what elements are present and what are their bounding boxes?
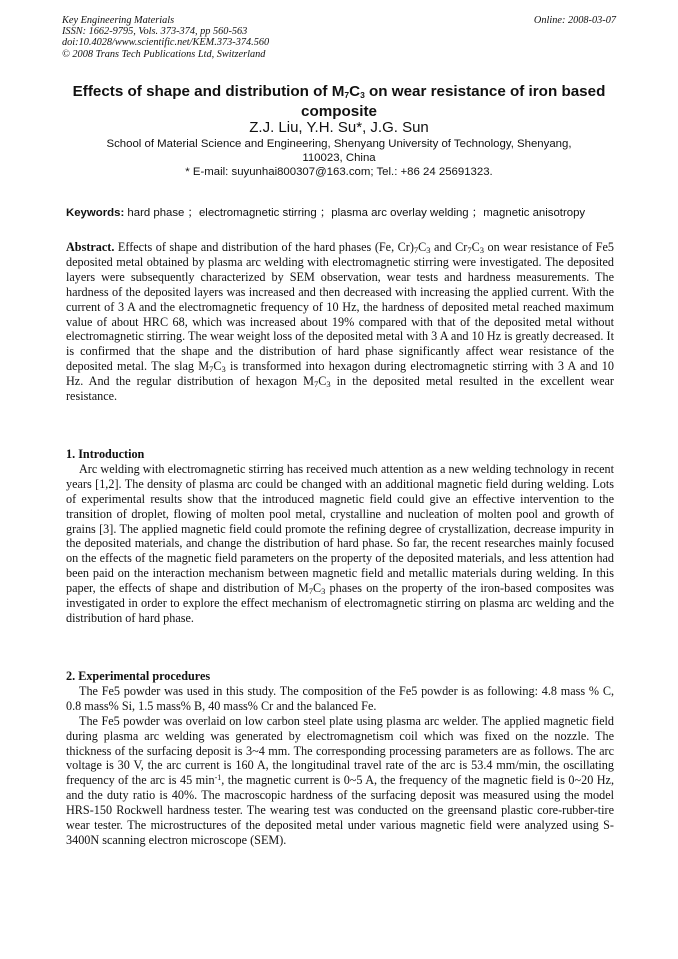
keywords-label: Keywords: (66, 207, 125, 219)
online-date: Online: 2008-03-07 (533, 15, 616, 26)
issn-line: ISSN: 1662-9795, Vols. 373-374, pp 560-563 (62, 26, 248, 38)
copyright-line: © 2008 Trans Tech Publications Ltd, Switzerland (62, 48, 266, 60)
experimental-paragraph-1: The Fe5 powder was used in this study. The composition of the Fe5 powder is as following: 4.8 mass % C, 0.8 mass% Si, 1.5 mass% B, 40 mass% Cr and the balanced Fe. (66, 683, 614, 713)
experimental-paragraph-2: The Fe5 powder was overlaid on low carbon steel plate using plasma arc welder. The applied magnetic field during plasma arc welding was generated by electromagnetism coil which was fixed on the nozzle. The thickness of the surfacing deposit is 3~4 mm. The corresponding processing parameters are as follows. The arc voltage is 30 V, the arc current is 160 A, the longitudinal travel rate of the arc is 53.4 mm/min, the oscillating frequency of the arc is 45 $\min^{-1}$, the magnetic current is 0~5 A, the frequency of the magnetic field is 0~20 Hz, and the duty ratio is 40%. The macroscopic hardness of the surfacing deposit was measured using the model HRS-150 Rockwell hardness tester. The wearing test was conducted on the greensand plastic core-rubber-tire wear tester. The microstructures of the deposited metal under various magnetic field were analyzed using S-3400N scanning electron microscope (SEM). (66, 713, 614, 847)
experimental-section (66, 669, 614, 848)
abstract-label: Abstract. (66, 240, 115, 254)
keywords-text: hard phase ；electromagnetic stirring ；plasma arc overlay welding ；magnetic anisotropy (124, 207, 586, 219)
journal-name: Key Engineering Materials (62, 15, 175, 26)
keywords (66, 206, 626, 220)
affiliation (66, 137, 612, 179)
affiliation-line-2: 110023, China (302, 152, 376, 164)
authors: Z.J. Liu, Y.H. Su*, J.G. Sun (249, 119, 429, 136)
abstract: Abstract. Effects of shape and distribution of the hard phases (Fe, $Cr)_7C_3$ and $Cr_7C_3$ on wear resistance of Fe5 deposited metal obtained by plasma arc welding with electromagnetic stirring were investigated. The deposited layers were subsequently characterized by SEM observation, wear tests and hardness measurements. The hardness of the deposited layers was increased and then decreased with increasing the applied current. With the current of 3 A and the electromagnetic frequency of 10 Hz, the hardness of deposited metal reached maximum value of about HRC 68, which was increased about 19% compared with that of the deposited metal without electromagnetic stirring. The wear weight loss of the deposited metal with 3 A and 10 Hz is greatly decreased. It is confirmed that the shape and the distribution of hard phase significantly affect wear resistance of the deposited metal. The slag $M_7C_3$ is transformed into hexagon during electromagnetic stirring with 3 A and 10 Hz. And the regular distribution of hexagon $M_7C_3$ in the deposited metal resulted in the excellent wear resistance. (66, 240, 614, 404)
affiliation-line-1: School of Material Science and Engineering, Shenyang University of Technology, Shenyang, (106, 138, 572, 150)
contact-email: * E-mail: suyunhai800307@163.com; Tel.: +86 24 25691323. (185, 166, 493, 178)
section-heading-experimental: 2. Experimental procedures (66, 669, 211, 683)
journal-info (62, 15, 269, 60)
doi-line: doi:10.4028/www.scientific.net/KEM.373-374.560 (62, 37, 270, 49)
introduction-paragraph: Arc welding with electromagnetic stirring has received much attention as a new welding technology in recent years [1,2]. The density of plasma arc could be changed with an additional magnetic field during welding. Lots of experimental results show that the introduced magnetic field could give an effective intervention to the transition of droplet, flowing of molten pool metal, crystalline and nucleation of molten pool and growth of grains [3]. The applied magnetic field could promote the refining degree of crystallization, decrease impurity in the deposited materials, and change the distribution of hard phase. So far, the recent researches mainly focused on the effects of the magnetic field parameters on the property of the deposited materials, and less attention had been paid on the interaction mechanism between magnetic field and metallic materials during welding. In this paper, the effects of shape and distribution of $M_7C_3$ phases on the property of the iron-based composites was investigated in order to explore the effect mechanism of electromagnetic stirring on plasma arc welding and the distribution of hard phase. (66, 461, 614, 625)
section-heading-introduction: 1. Introduction (66, 447, 145, 461)
paper-title: Effects of shape and distribution of $M_7C_3$ on wear resistance of iron based composite (72, 83, 606, 120)
introduction-section (66, 447, 614, 626)
